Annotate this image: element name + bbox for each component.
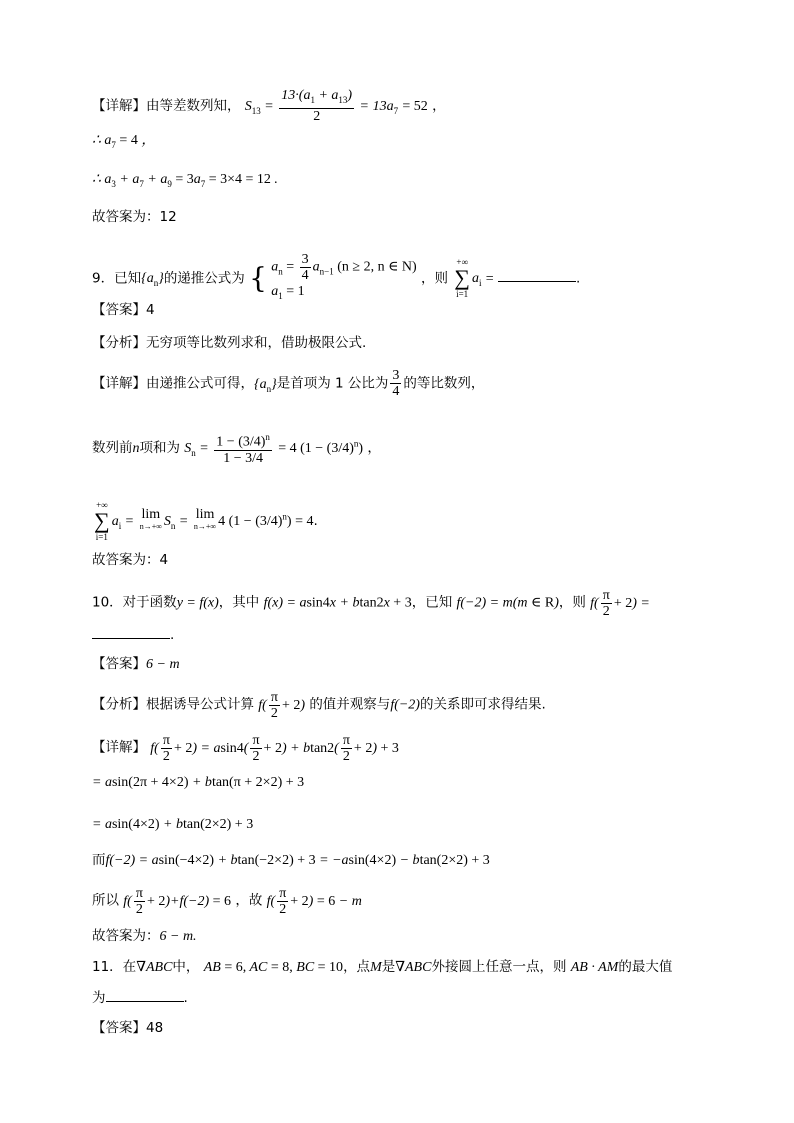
analysis-9: 【分析】无穷项等比数列求和，借助极限公式. xyxy=(92,335,367,351)
q11-blank-line: 为 . xyxy=(92,990,188,1006)
answer-10: 【答案】6 − m xyxy=(92,656,180,672)
answer-line-9: 故答案为：4 xyxy=(92,552,169,568)
detail-9-b: 数列前n项和为 $S_n$ = $\frac{1 - (3/4)^n}{1 - 3/4}$ = 4 $(1 - (3/4)^n)$ ， xyxy=(92,432,381,466)
detail-line-3: ∴ $a_3 + a_7 + a_9 = 3a_7 = 3\times 4 = 12$ . xyxy=(92,172,278,189)
answer-9: 【答案】4 xyxy=(92,302,155,318)
detail-line-2: ∴ $a_7 = 4$ ， xyxy=(92,133,156,150)
detail-9-a: 【详解】由递推公式可得，$\{a_n\}$是首项为 1 公比为 $\frac{3}{4}$ 的等比数列， xyxy=(92,368,485,399)
detail-line-1: 【详解】由等差数列知， $S_{13}$ = $\frac{13\cdot(a_1 + a_{13})}{2}$ = $13a_7 = 52$ ， xyxy=(92,88,446,124)
answer-blank-9[interactable] xyxy=(498,281,576,282)
answer-blank-10[interactable] xyxy=(92,638,170,639)
detail-10-b: = asin(2π + 4×2) + btan(π + 2×2) + 3 xyxy=(92,775,305,790)
detail-10-a: 【详解】 f( $\frac{\pi}{2}$ + 2) = asin4( $\frac{\pi}{2}$ + 2) + btan2( $\frac{\pi}{2}$ + 2) + 3 xyxy=(92,733,399,764)
detail-10-e: 所以 f( $\frac{\pi}{2}$ + 2)+f(−2) = 6 ，故 f( $\frac{\pi}{2}$ + 2) = 6 − m xyxy=(92,886,362,917)
answer-11: 【答案】48 xyxy=(92,1020,164,1036)
answer-line-8: 故答案为：12 xyxy=(92,209,177,225)
detail-10-c: = asin(4×2) + btan(2×2) + 3 xyxy=(92,817,254,832)
detail-9-c: +∞ ∑ $i=1a_i = \lim$ n→+∞ $S_n = \lim$ n→+∞ 4 $(1 - (3/4)^n) = 4$. xyxy=(94,500,318,542)
question-10: 10．对于函数y = f(x)，其中 f(x) = asin4x + btan2x + 3，已知 f(−2) = m(m ∈ R)，则 f( $\frac{\pi}{2}$ + 2) = xyxy=(92,588,650,619)
analysis-10: 【分析】根据诱导公式计算 f( $\frac{\pi}{2}$ + 2) 的值并观察与f(−2)的关系即可求得结果. xyxy=(92,690,546,721)
q10-blank-line: . xyxy=(92,625,174,645)
answer-line-10: 故答案为：6 − m. xyxy=(92,928,197,944)
answer-blank-11[interactable] xyxy=(106,1001,184,1002)
detail-10-d: 而f(−2) = asin(−4×2) + btan(−2×2) + 3 = −asin(4×2) − btan(2×2) + 3 xyxy=(92,852,490,868)
question-9: 9．已知$\{a_n\}$的递推公式为 { $a_n$ = $\frac{3}{4}$ $a_{n-1}$ (n ≥ 2, n ∈ N) $a_1 = 1$ ，则 +∞ ∑ $i=1a_i$ = . xyxy=(92,252,581,301)
question-11: 11．在∇ABC中， AB = 6, AC = 8, BC = 10，点M是∇ABC外接圆上任意一点，则 AB · AM的最大值 xyxy=(92,959,673,975)
fraction: $\frac{13\cdot(a_1 + a_{13})}{2}$ xyxy=(281,88,353,124)
